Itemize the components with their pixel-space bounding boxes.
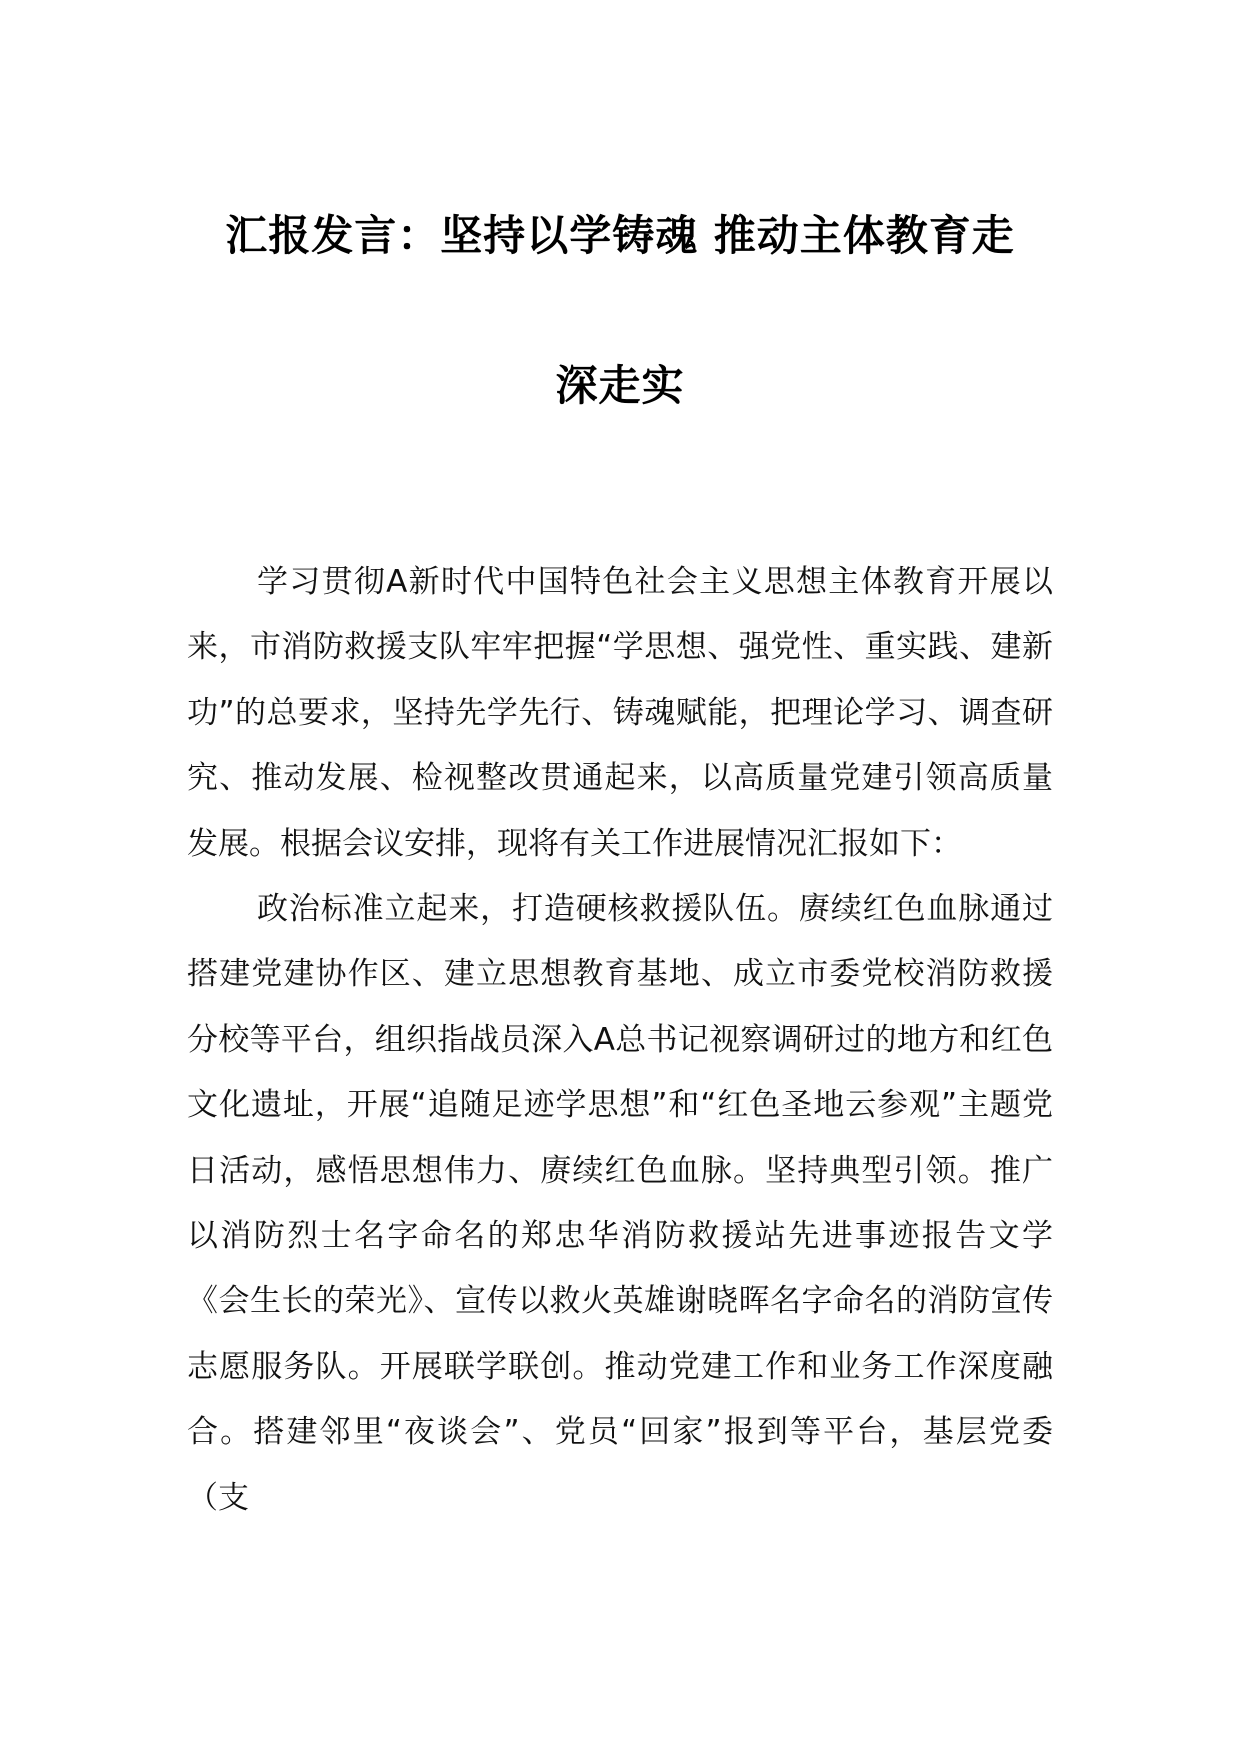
body-paragraph-political-standards: 政治标准立起来，打造硬核救援队伍。赓续红色血脉通过搭建党建协作区、建立思想教育基地、成立市委党校消防救援分校等平台，组织指战员深入A总书记视察调研过的地方和红色文化遗址，开展“追随足迹学思想”和“红色圣地云参观”主题党日活动，感悟思想伟力、赓续红色血脉。坚持典型引领。推广以消防烈士名字命名的郑忠华消防救援站先进事迹报告文学《会生长的荣光》、宣传以救火英雄谢晓晖名字命名的消防宣传志愿服务队。开展联学联创。推动党建工作和业务工作深度融合。搭建邻里“夜谈会”、党员“回家”报到等平台，基层党委（支 xyxy=(187,891,1053,1516)
document-title-line-1: 汇报发言：坚持以学铸魂 推动主体教育走 xyxy=(225,211,1015,260)
body-paragraph-intro: 学习贯彻A新时代中国特色社会主义思想主体教育开展以来，市消防救援支队牢牢把握“学思想、强党性、重实践、建新功”的总要求，坚持先学先行、铸魂赋能，把理论学习、调查研究、推动发展、检视整改贯通起来，以高质量党建引领高质量发展。根据会议安排，现将有关工作进展情况汇报如下： xyxy=(187,564,1053,862)
document-body xyxy=(187,550,1053,1531)
document-title-line-2: 深走实 xyxy=(555,361,685,410)
